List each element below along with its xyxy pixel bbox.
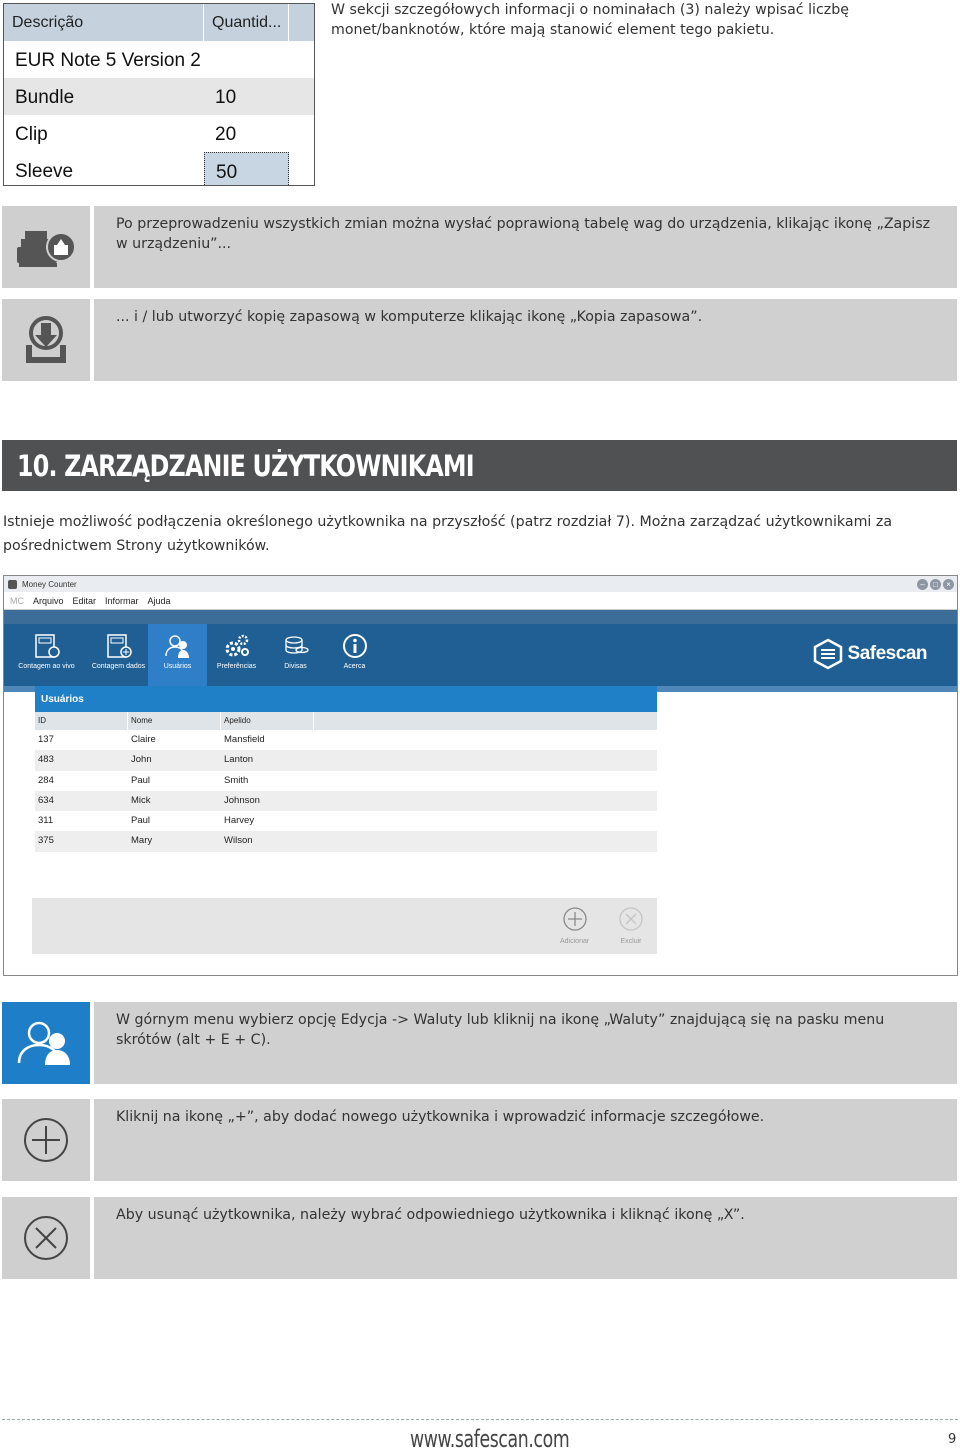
coins-icon [282,632,310,660]
ribbon-live-count[interactable] [4,624,89,686]
backup-download-icon [23,315,69,365]
cell-name: Claire [131,734,156,745]
menu-item-informar[interactable]: Informar [105,595,139,606]
ribbon-top-strip [4,610,957,624]
cell-name: Mary [131,835,153,847]
app-window-screenshot [3,575,958,976]
menu-bar [4,592,957,610]
ribbon-about[interactable] [325,624,384,686]
cell-name: John [131,754,152,766]
tip-text-box [94,1197,957,1279]
ribbon-label: Contagem ao vivo [18,663,75,670]
users-icon [15,1019,77,1067]
brand-name: Safescan [847,643,927,664]
row-name: Clip [15,124,48,145]
ribbon-count-data[interactable] [89,624,148,686]
ribbon-label: Acerca [343,663,366,670]
window-titlebar [4,576,957,592]
plus-circle-icon [22,1116,70,1164]
add-user-button[interactable] [560,906,589,945]
row-qty [204,41,289,78]
cell-surname: Smith [224,774,249,786]
cell-surname: Wilson [224,835,253,847]
intro-paragraph: W sekcji szczegółowych informacji o nominałach (3) należy wpisać liczbę monet/banknotów, które mają stanowić element tego pakietu. [331,2,849,38]
maximize-icon[interactable]: □ [930,579,941,590]
menu-item-editar[interactable]: Editar [72,595,97,606]
tip-text-box [94,1002,957,1084]
cell-name: Paul [131,815,151,827]
page-number: 9 [948,1432,957,1447]
ribbon-label: Contagem dados [91,663,146,670]
row-qty-selected: 50 [204,152,289,186]
column-header-description: Descrição [4,4,204,41]
table-row[interactable] [35,791,657,811]
tip-icon-box [2,1099,90,1181]
brand-logo [812,638,927,670]
tip-text: Aby usunąć użytkownika, należy wybrać odpowiedniego użytkownika i kliknąć ikonę „X”. [116,1207,745,1223]
add-label: Adicionar [560,938,590,945]
table-row [4,41,314,78]
plus-circle-icon [562,906,588,932]
grid-header [35,712,657,730]
row-name: Sleeve [15,161,74,182]
x-circle-icon [22,1214,70,1262]
table-row[interactable] [35,750,657,770]
cell-name: Paul [131,774,151,786]
table-row [4,78,314,115]
tip-text-box [94,206,957,288]
live-count-icon [33,632,61,660]
info-icon [341,632,369,660]
table-row [4,152,314,186]
count-data-icon [105,632,133,660]
tip-icon-box [2,206,90,288]
menu-item-ajuda[interactable]: Ajuda [147,595,171,606]
delete-user-button[interactable] [618,906,644,945]
cell-id: 634 [38,794,54,806]
window-controls [917,579,957,590]
tip-text: W górnym menu wybierz opcję Edycja -> Waluty lub kliknij na ikonę „Waluty” znajdującą się na pasku menu skrótów (alt + E + C). [116,1012,885,1048]
users-icon [164,632,192,660]
table-row[interactable] [35,831,657,851]
app-logo-icon [8,580,17,589]
tip-icon-box [2,1197,90,1279]
tip-text: Kliknij na ikonę „+”, aby dodać nowego użytkownika i wprowadzić informacje szczegółowe. [116,1109,765,1125]
row-qty: 10 [215,87,237,108]
footer-divider [2,1419,958,1420]
row-name: Bundle [15,87,75,108]
ribbon-toolbar [4,624,957,686]
tip-text: Po przeprowadzeniu wszystkich zmian można wysłać poprawioną tabelę wag do urządzenia, klikając ikonę „Zapisz w urządzeniu”... [116,216,931,252]
cell-id: 284 [38,774,54,786]
tip-text-box [94,299,957,381]
cell-name: Mick [131,794,151,806]
menu-item-mc[interactable]: MC [10,595,24,606]
row-name: EUR Note 5 Version 2 [15,50,201,71]
users-grid [35,712,657,852]
ribbon-label: Preferências [216,663,257,670]
tip-text: ... i / lub utworzyć kopię zapasową w komputerze klikając ikonę „Kopia zapasowa”. [116,309,703,325]
cell-id: 483 [38,754,54,766]
ribbon-currencies[interactable] [266,624,325,686]
column-header-surname[interactable]: Apelido [221,712,314,730]
cell-surname: Harvey [224,815,255,827]
action-bar [32,898,657,954]
section-heading: 10. ZARZĄDZANIE UŻYTKOWNIKAMI [17,449,474,483]
tip-text-box [94,1099,957,1181]
column-header-quantity: Quantid... [204,4,289,41]
row-qty: 20 [215,124,237,145]
table-row[interactable] [35,771,657,791]
tip-icon-box [2,1002,90,1084]
close-icon[interactable]: × [943,579,954,590]
save-to-device-icon [15,225,77,269]
cell-surname: Mansfield [224,734,265,745]
ribbon-users[interactable] [148,624,207,686]
cell-id: 137 [38,734,54,745]
ribbon-label: Divisas [284,663,307,670]
cell-id: 311 [38,815,54,827]
table-header [4,4,314,41]
safescan-logo-icon [812,638,844,670]
column-header-name[interactable]: Nome [128,712,221,730]
panel-title: Usuários [35,686,657,712]
footer-url: www.safescan.com [410,1425,570,1450]
ribbon-preferences[interactable] [207,624,266,686]
minimize-icon[interactable]: – [917,579,928,590]
ribbon-label: Usuários [163,663,192,670]
gears-icon [223,632,251,660]
delete-label: Excluir [620,938,642,945]
tip-icon-box [2,299,90,381]
column-header-id[interactable]: ID [35,712,128,730]
cell-surname: Johnson [224,794,260,806]
denomination-table [3,3,315,186]
table-row[interactable] [35,730,657,750]
cell-id: 375 [38,835,54,847]
x-circle-icon [618,906,644,932]
table-row[interactable] [35,811,657,831]
menu-item-arquivo[interactable]: Arquivo [33,595,64,606]
section-body: Istnieje możliwość podłączenia określonego użytkownika na przyszłość (patrz rozdział 7). Można zarządzać użytkownikami za pośrednictwem Strony użytkowników. [3,514,893,554]
cell-surname: Lanton [224,754,254,766]
table-row [4,115,314,152]
window-title: Money Counter [22,579,77,589]
